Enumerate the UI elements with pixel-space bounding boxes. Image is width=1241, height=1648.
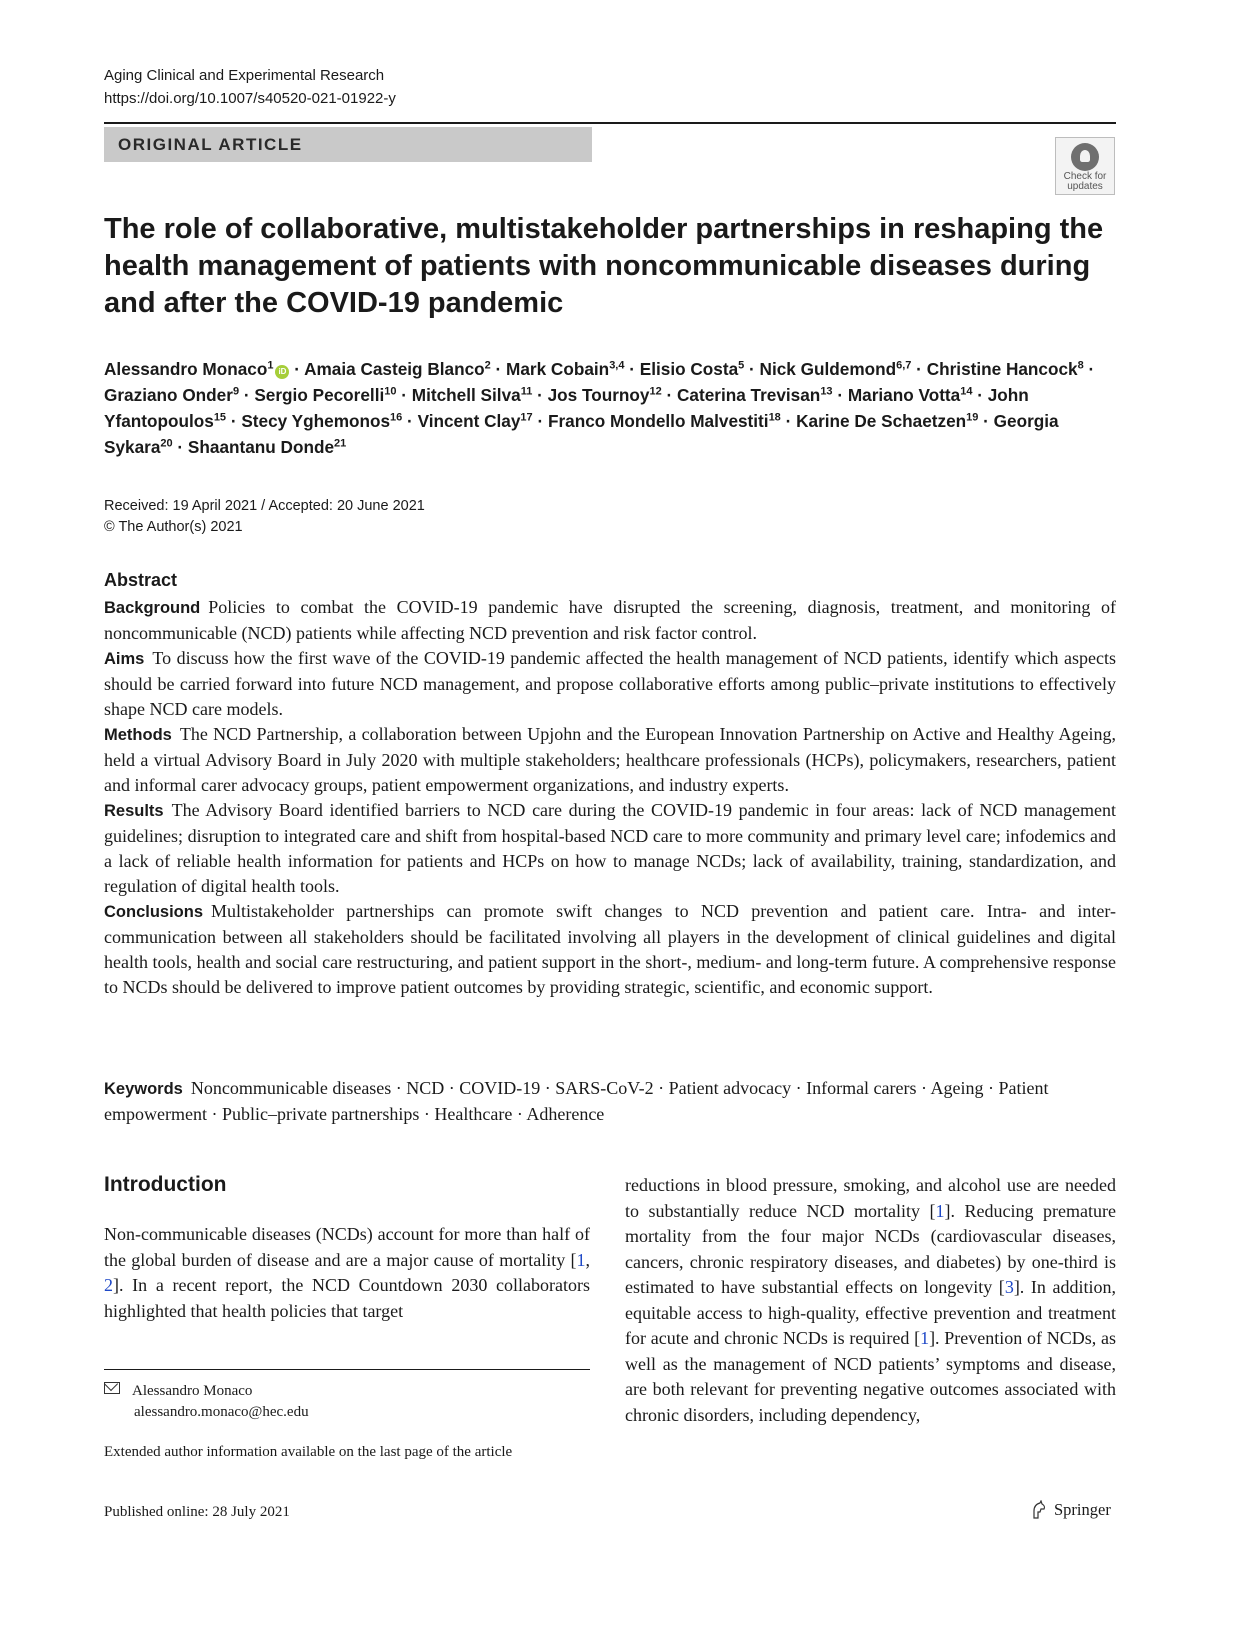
- keywords: [104, 1076, 1116, 1127]
- journal-header: [104, 64, 396, 110]
- author-separator: ·: [396, 385, 412, 405]
- abstract-section-label: Aims: [104, 650, 145, 668]
- author-name[interactable]: Vincent Clay: [417, 411, 521, 431]
- check-updates-line2: updates: [1067, 181, 1103, 192]
- check-for-updates-badge[interactable]: [1055, 137, 1115, 195]
- check-for-updates-icon: [1071, 143, 1099, 171]
- copyright-notice: © The Author(s) 2021: [104, 519, 243, 535]
- author-affiliation: 2: [484, 359, 491, 372]
- author-separator: ·: [1083, 359, 1095, 379]
- author-affiliation: 3,4: [609, 359, 625, 372]
- text-run: reductions in blood pressure, smoking, and alcohol use are needed to substantially reduce NCD mortality [: [625, 1175, 1116, 1221]
- author-affiliation: 19: [966, 411, 979, 424]
- abstract-section-text: Multistakeholder partnerships can promote swift changes to NCD prevention and patient care. Intra- and inter-communication between all stakeholders should be facilitated involving all players in the development of clinical guidelines and digital health tools, health and social care restructuring, and patient support in the short-, medium- and long-term future. A comprehensive response to NCDs should be delivered to improve patient outcomes by providing strategic, scientific, and economic support.: [104, 901, 1116, 997]
- author-separator: ·: [832, 385, 848, 405]
- author-affiliation: 1: [267, 359, 274, 372]
- citation-link[interactable]: 3: [1004, 1277, 1014, 1297]
- article-title: The role of collaborative, multistakeholder partnerships in reshaping the health management of patients with noncommunicable diseases during and after the COVID-19 pandemic: [104, 213, 1104, 319]
- publisher-name: Springer: [1054, 1500, 1111, 1519]
- publisher-logo: [1028, 1499, 1111, 1521]
- author-affiliation: 21: [334, 437, 347, 450]
- author-separator: ·: [780, 411, 797, 431]
- abstract-section-text: To discuss how the first wave of the COVID-19 pandemic affected the health management of NCD patients, identify which aspects should be carried forward into future NCD management, and propose collaborative efforts among public–private institutions to effectively shape NCD care models.: [104, 648, 1116, 719]
- abstract-section-text: The NCD Partnership, a collaboration between Upjohn and the European Innovation Partnership on Active and Healthy Ageing, held a virtual Advisory Board in July 2020 with multiple stakeholders; healthcare professionals (HCPs), policymakers, researchers, patient and informal carer advocacy groups, patient empowerment organizations, and industry experts.: [104, 724, 1116, 795]
- author-affiliation: 18: [768, 411, 781, 424]
- author-name[interactable]: Caterina Trevisan: [677, 385, 821, 405]
- abstract-results: [104, 798, 1116, 899]
- author-affiliation: 5: [738, 359, 745, 372]
- author-separator: ·: [978, 411, 994, 431]
- text-run: ]. Prevention of NCDs, as well as the management of NCD patients’ symptoms and disease, are both relevant for preventing negative outcomes associated with chronic disorders, including dependency,: [625, 1328, 1116, 1425]
- abstract-conclusions: [104, 899, 1116, 1000]
- author-separator: ·: [289, 359, 305, 379]
- author-name[interactable]: Christine Hancock: [926, 359, 1078, 379]
- author-separator: ·: [624, 359, 640, 379]
- abstract-section-label: Methods: [104, 726, 172, 744]
- author-affiliation: 8: [1077, 359, 1084, 372]
- journal-name: Aging Clinical and Experimental Research: [104, 67, 385, 84]
- check-updates-line1: Check for: [1063, 171, 1107, 182]
- citation-link[interactable]: 2: [104, 1275, 113, 1295]
- author-name[interactable]: John Yfantopoulos: [104, 385, 1029, 431]
- author-separator: ·: [239, 385, 255, 405]
- author-separator: ·: [172, 437, 188, 457]
- author-affiliation: 14: [960, 385, 973, 398]
- author-affiliation: 10: [384, 385, 397, 398]
- published-online-date: Published online: 28 July 2021: [104, 1504, 290, 1520]
- author-name[interactable]: Sergio Pecorelli: [254, 385, 385, 405]
- abstract-section-text: The Advisory Board identified barriers to NCD care during the COVID-19 pandemic in four areas: lack of NCD management guidelines; disruption to integrated care and shift from hospital-based NCD care to more community and primary level care; infodemics and a lack of reliable health information for patients and HCPs on how to manage NCDs; lack of availability, training, standardization, and regulation of digital health tools.: [104, 800, 1116, 896]
- author-separator: ·: [972, 385, 988, 405]
- springer-horse-icon: [1028, 1500, 1048, 1520]
- author-name[interactable]: Franco Mondello Malvestiti: [547, 411, 769, 431]
- citation-link[interactable]: 1: [920, 1328, 930, 1348]
- citation-link[interactable]: 1: [935, 1200, 945, 1221]
- author-separator: ·: [661, 385, 677, 405]
- envelope-icon: [104, 1382, 120, 1394]
- extended-author-info: Extended author information available on the last page of the article: [104, 1444, 513, 1460]
- article-type-banner: ORIGINAL ARTICLE: [104, 127, 592, 162]
- author-affiliation: 15: [213, 411, 227, 424]
- text-run: Non-communicable diseases (NCDs) account for more than half of the global burden of disease and are a major cause of mortality [: [104, 1224, 590, 1270]
- author-name[interactable]: Mitchell Silva: [411, 385, 521, 405]
- abstract-aims: [104, 646, 1116, 722]
- author-affiliation: 6,7: [896, 359, 912, 372]
- text-run: ,: [585, 1249, 590, 1270]
- author-name[interactable]: Amaia Casteig Blanco: [304, 359, 485, 379]
- author-name[interactable]: Georgia Sykara: [104, 411, 1059, 457]
- author-name[interactable]: Shaantanu Donde: [187, 437, 335, 457]
- author-separator: ·: [532, 411, 548, 431]
- author-list: [104, 356, 1114, 460]
- author-affiliation: 20: [160, 437, 173, 450]
- abstract-heading: Abstract: [104, 570, 178, 590]
- author-separator: ·: [911, 359, 927, 379]
- author-name[interactable]: Mariano Votta: [847, 385, 961, 405]
- abstract-section-text: Policies to combat the COVID-19 pandemic have disrupted the screening, diagnosis, treatment, and monitoring of noncommunicable (NCD) patients while affecting NCD prevention and risk factor control.: [104, 597, 1116, 643]
- author-name[interactable]: Karine De Schaetzen: [796, 411, 967, 431]
- keywords-text: Noncommunicable diseases · NCD · COVID-19 · SARS-CoV-2 · Patient advocacy · Informal carers · Ageing · Patient empowerment · Public–private partnerships · Healthcare · Adherence: [104, 1078, 1049, 1124]
- text-run: ]. Reducing premature mortality from the four major NCDs (cardiovascular diseases, cancers, chronic respiratory diseases, and diabetes) by one-third is estimated to have substantial effects on longevity [: [625, 1200, 1116, 1297]
- author-affiliation: 13: [820, 385, 833, 398]
- author-separator: ·: [402, 411, 418, 431]
- journal-doi-link[interactable]: https://doi.org/10.1007/s40520-021-01922-y: [104, 90, 396, 107]
- author-separator: ·: [490, 359, 507, 379]
- author-affiliation: 11: [520, 385, 533, 398]
- author-separator: ·: [226, 411, 242, 431]
- corresponding-author-name: Alessandro Monaco: [132, 1383, 253, 1399]
- author-name[interactable]: Graziano Onder: [104, 385, 233, 405]
- received-accepted-dates: Received: 19 April 2021 / Accepted: 20 June 2021: [104, 498, 425, 514]
- author-name[interactable]: Nick Guldemond: [759, 359, 897, 379]
- corresponding-author-email[interactable]: alessandro.monaco@hec.edu: [134, 1404, 309, 1420]
- correspondence-footnote: [104, 1381, 309, 1423]
- author-affiliation: 9: [232, 385, 240, 398]
- orcid-icon[interactable]: iD: [275, 365, 289, 379]
- abstract-section-label: Conclusions: [104, 903, 204, 921]
- author-affiliation: 17: [520, 411, 533, 424]
- article-dates: [104, 496, 425, 538]
- introduction-paragraph: [104, 1222, 590, 1324]
- introduction-right-column: [625, 1173, 1116, 1428]
- text-run: ]. In a recent report, the NCD Countdown 2030 collaborators highlighted that health policies that target: [104, 1275, 590, 1321]
- citation-link[interactable]: 1: [576, 1249, 586, 1270]
- author-name[interactable]: Elisio Costa: [639, 359, 739, 379]
- author-name[interactable]: Mark Cobain: [506, 359, 610, 379]
- introduction-left-column: [104, 1172, 590, 1324]
- author-name[interactable]: Stecy Yghemonos: [241, 411, 391, 431]
- author-affiliation: 12: [649, 385, 662, 398]
- footnote-rule: [104, 1369, 590, 1370]
- abstract-background: [104, 595, 1116, 646]
- introduction-heading: Introduction: [104, 1173, 227, 1196]
- text-run: ]. In addition, equitable access to high-quality, effective prevention and treatment for acute and chronic NCDs is required [: [625, 1277, 1117, 1348]
- abstract: [104, 569, 1116, 1000]
- author-name[interactable]: Alessandro Monaco: [104, 359, 268, 379]
- abstract-section-label: Results: [104, 802, 164, 820]
- author-separator: ·: [532, 385, 548, 405]
- author-affiliation: 16: [390, 411, 403, 424]
- header-rule: [104, 122, 1116, 124]
- keywords-label: Keywords: [104, 1080, 183, 1098]
- abstract-section-label: Background: [104, 599, 201, 617]
- abstract-methods: [104, 722, 1116, 798]
- author-name[interactable]: Jos Tournoy: [547, 385, 650, 405]
- author-separator: ·: [744, 359, 760, 379]
